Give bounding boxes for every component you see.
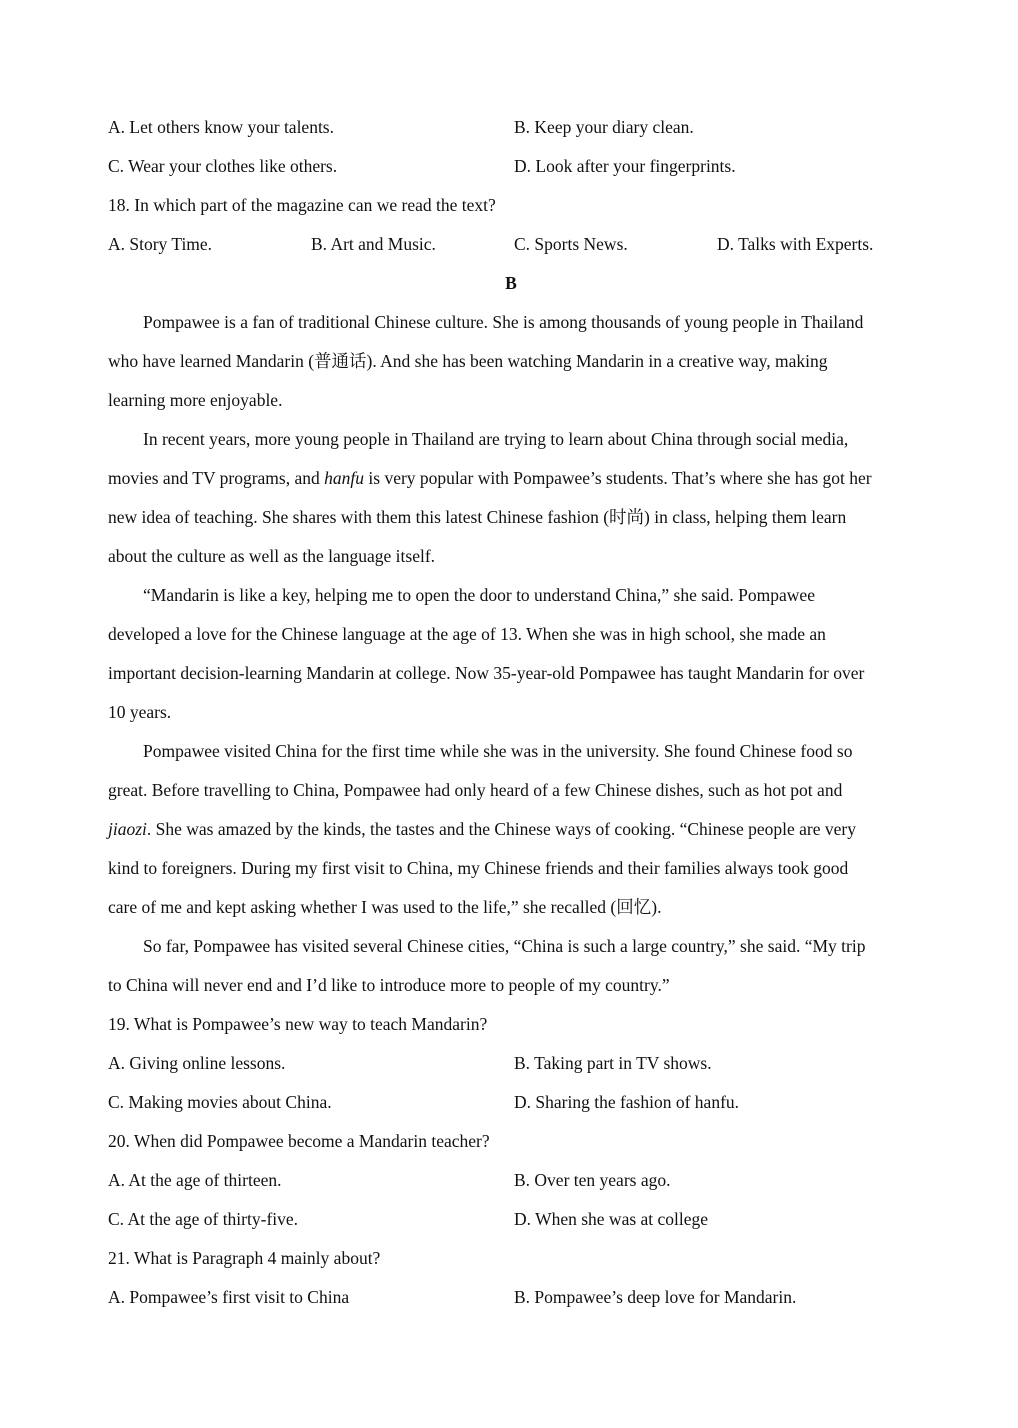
q17-option-c[interactable]: C. Wear your clothes like others. bbox=[108, 156, 338, 176]
passage-p3-line-2: developed a love for the Chinese language at the age of 13. When she was in high school, she made an bbox=[108, 624, 826, 644]
q19-options-row-1 bbox=[108, 1044, 914, 1083]
q18-option-a[interactable]: A. Story Time. bbox=[108, 234, 213, 254]
passage-p3-line-3: important decision-learning Mandarin at college. Now 35-year-old Pompawee has taught Mandarin for over bbox=[108, 663, 865, 683]
q17-option-b[interactable]: B. Keep your diary clean. bbox=[514, 117, 694, 137]
passage-p2-line-4: about the culture as well as the language itself. bbox=[108, 546, 436, 566]
q17-option-a[interactable]: A. Let others know your talents. bbox=[108, 117, 334, 137]
q19-option-d[interactable]: D. Sharing the fashion of hanfu. bbox=[514, 1092, 740, 1112]
section-heading-b: B bbox=[505, 273, 517, 293]
q20-question: 20. When did Pompawee become a Mandarin teacher? bbox=[108, 1131, 490, 1151]
passage-p5-line-1: So far, Pompawee has visited several Chinese cities, “China is such a large country,” she said. “My trip bbox=[143, 936, 866, 956]
q18-options-row bbox=[108, 225, 914, 264]
passage-p3-line-1: “Mandarin is like a key, helping me to open the door to understand China,” she said. Pompawee bbox=[143, 585, 815, 605]
passage-p3-line-4: 10 years. bbox=[108, 702, 172, 722]
q20-option-b[interactable]: B. Over ten years ago. bbox=[514, 1170, 671, 1190]
q19-option-b[interactable]: B. Taking part in TV shows. bbox=[514, 1053, 712, 1073]
passage-p1-line-3: learning more enjoyable. bbox=[108, 390, 283, 410]
passage-p2-line-3: new idea of teaching. She shares with them this latest Chinese fashion (时尚) in class, helping them learn bbox=[108, 507, 847, 527]
exam-page bbox=[108, 108, 914, 1317]
passage-p4-line-2: great. Before travelling to China, Pompawee had only heard of a few Chinese dishes, such as hot pot and bbox=[108, 780, 843, 800]
passage-p4-line-4: kind to foreigners. During my first visit to China, my Chinese friends and their families always took good bbox=[108, 858, 849, 878]
passage-p2-line-2 bbox=[108, 459, 914, 498]
passage-p2-line-2-post: is very popular with Pompawee’s students. That’s where she has got her bbox=[364, 468, 872, 488]
q18-option-d[interactable]: D. Talks with Experts. bbox=[717, 234, 874, 254]
passage-p1-line-2: who have learned Mandarin (普通话). And she has been watching Mandarin in a creative way, making bbox=[108, 351, 828, 371]
passage-p4-line-1: Pompawee visited China for the first time while she was in the university. She found Chinese food so bbox=[143, 741, 853, 761]
q20-option-a[interactable]: A. At the age of thirteen. bbox=[108, 1170, 282, 1190]
passage-p5-line-2: to China will never end and I’d like to introduce more to people of my country.” bbox=[108, 975, 670, 995]
passage-p4-line-5: care of me and kept asking whether I was used to the life,” she recalled (回忆). bbox=[108, 897, 662, 917]
q17-options-row-1 bbox=[108, 108, 914, 147]
passage-p4-line-3 bbox=[108, 810, 914, 849]
q19-question: 19. What is Pompawee’s new way to teach Mandarin? bbox=[108, 1014, 488, 1034]
passage-p2-line-1: In recent years, more young people in Thailand are trying to learn about China through social media, bbox=[143, 429, 849, 449]
q20-option-c[interactable]: C. At the age of thirty-five. bbox=[108, 1209, 299, 1229]
q17-options-row-2 bbox=[108, 147, 914, 186]
q21-question: 21. What is Paragraph 4 mainly about? bbox=[108, 1248, 381, 1268]
q21-option-a[interactable]: A. Pompawee’s first visit to China bbox=[108, 1287, 350, 1307]
passage-p1-line-1: Pompawee is a fan of traditional Chinese culture. She is among thousands of young people in Thailand bbox=[143, 312, 864, 332]
passage-p2-line-2-pre: movies and TV programs, and bbox=[108, 468, 325, 488]
passage-p4-line-3-post: . She was amazed by the kinds, the tastes and the Chinese ways of cooking. “Chinese people are very bbox=[146, 819, 856, 839]
passage-hanfu-italic: hanfu bbox=[324, 468, 365, 488]
q20-options-row-2 bbox=[108, 1200, 914, 1239]
q19-options-row-2 bbox=[108, 1083, 914, 1122]
q21-option-b[interactable]: B. Pompawee’s deep love for Mandarin. bbox=[514, 1287, 797, 1307]
q17-option-d[interactable]: D. Look after your fingerprints. bbox=[514, 156, 736, 176]
q20-option-d[interactable]: D. When she was at college bbox=[514, 1209, 709, 1229]
q18-question: 18. In which part of the magazine can we read the text? bbox=[108, 195, 496, 215]
q18-option-c[interactable]: C. Sports News. bbox=[514, 234, 628, 254]
passage-jiaozi-italic: jiaozi bbox=[108, 819, 147, 839]
q19-option-c[interactable]: C. Making movies about China. bbox=[108, 1092, 332, 1112]
q18-option-b[interactable]: B. Art and Music. bbox=[311, 234, 436, 254]
q19-option-a[interactable]: A. Giving online lessons. bbox=[108, 1053, 286, 1073]
q20-options-row-1 bbox=[108, 1161, 914, 1200]
q21-options-row-1 bbox=[108, 1278, 914, 1317]
